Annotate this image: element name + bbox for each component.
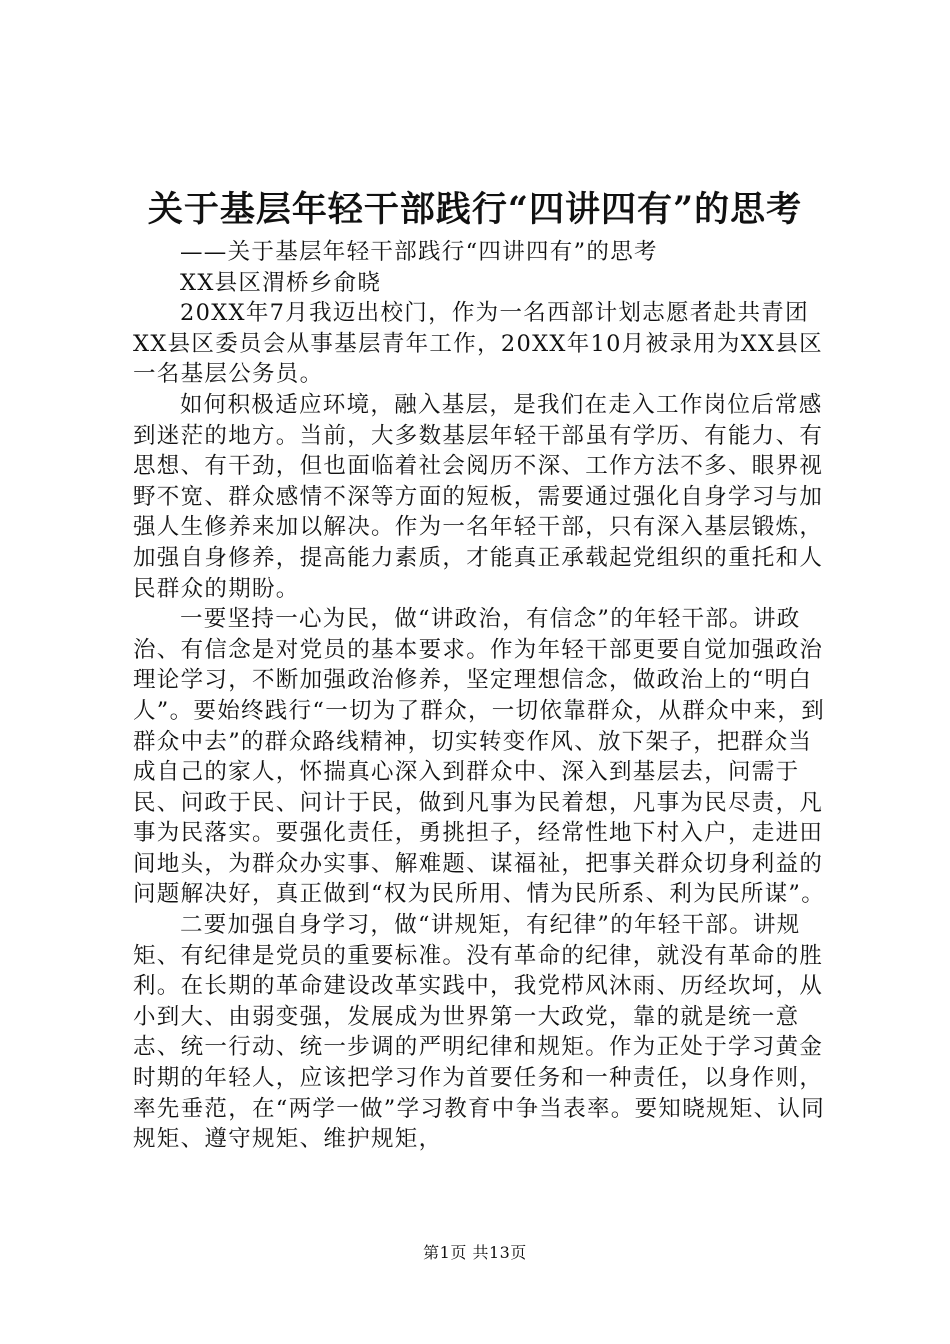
body-paragraph-1: 20XX年7月我迈出校门，作为一名西部计划志愿者赴共青团XX县区委员会从事基层青年工作，20XX年10月被录用为XX县区一名基层公务员。 bbox=[133, 300, 823, 388]
page-number-footer: 第1页 共13页 bbox=[423, 1243, 527, 1262]
document-title: 关于基层年轻干部践行“四讲四有”的思考 bbox=[147, 189, 803, 230]
body-paragraph-2: 如何积极适应环境，融入基层，是我们在走入工作岗位后常感到迷茫的地方。当前，大多数基层年轻干部虽有学历、有能力、有思想、有干劲，但也面临着社会阅历不深、工作方法不多、眼界视野不宽、群众感情不深等方面的短板，需要通过强化自身学习与加强人生修养来加以解决。作为一名年轻干部，只有深入基层锻炼，加强自身修养，提高能力素质，才能真正承载起党组织的重托和人民群众的期盼。 bbox=[133, 391, 824, 602]
document-subtitle: ——关于基层年轻干部践行“四讲四有”的思考 bbox=[180, 239, 658, 265]
document-body bbox=[133, 237, 833, 1155]
body-paragraph-3: 一要坚持一心为民，做“讲政治，有信念”的年轻干部。讲政治、有信念是对党员的基本要求。作为年轻干部更要自觉加强政治理论学习，不断加强政治修养，坚定理想信念，做政治上的“明白人”。要始终践行“一切为了群众，一切依靠群众，从群众中来，到群众中去”的群众路线精神，切实转变作风、放下架子，把群众当成自己的家人，怀揣真心深入到群众中、深入到基层去，问需于民、问政于民、问计于民，做到凡事为民着想，凡事为民尽责，凡事为民落实。要强化责任，勇挑担子，经常性地下村入户，走进田间地头，为群众办实事、解难题、谋福祉，把事关群众切身利益的问题解决好，真正做到“权为民所用、情为民所系、利为民所谋”。 bbox=[133, 606, 826, 908]
document-author: XX县区渭桥乡俞晓 bbox=[180, 269, 382, 296]
body-paragraph-4: 二要加强自身学习，做“讲规矩，有纪律”的年轻干部。讲规矩、有纪律是党员的重要标准。没有革命的纪律，就没有革命的胜利。在长期的革命建设改革实践中，我党栉风沐雨、历经坎坷，从小到大、由弱变强，发展成为世界第一大政党，靠的就是统一意志、统一行动、统一步调的严明纪律和规矩。作为正处于学习黄金时期的年轻人，应该把学习作为首要任务和一种责任，以身作则，率先垂范，在“两学一做”学习教育中争当表率。要知晓规矩、认同规矩、遵守规矩、维护规矩， bbox=[133, 912, 826, 1153]
